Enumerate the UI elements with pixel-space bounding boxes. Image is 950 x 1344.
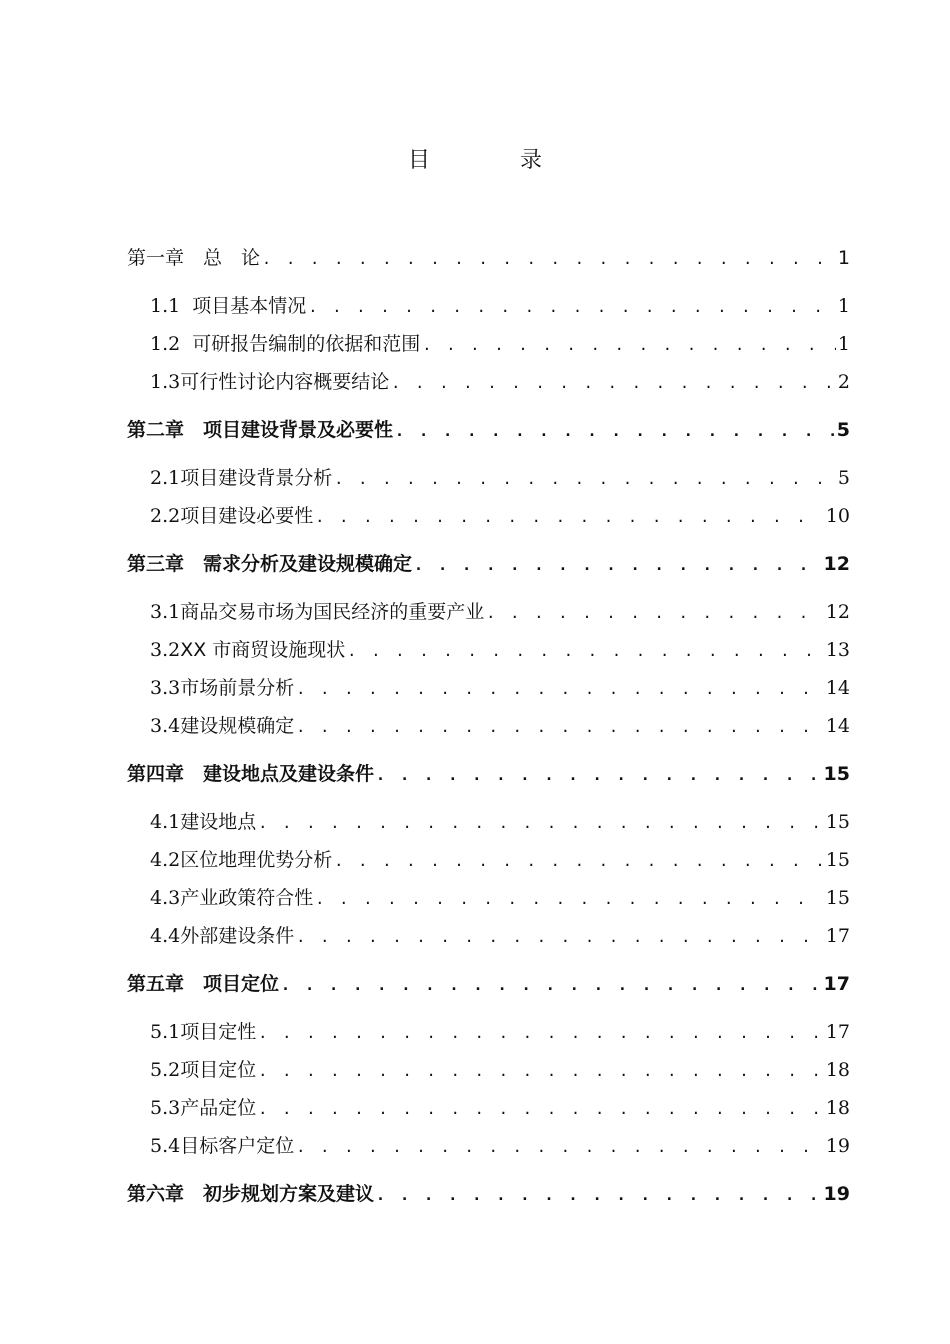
toc-page-number: 15 — [825, 811, 850, 833]
toc-entry-title: 项目基本情况 — [180, 295, 307, 317]
toc-chapter-entry[interactable] — [127, 549, 850, 579]
toc-page-number: 1 — [837, 295, 850, 317]
dot-leader — [258, 808, 824, 838]
dot-leader — [414, 550, 822, 580]
dot-leader — [296, 922, 824, 952]
toc-entry-title: 建设规模确定 — [180, 715, 295, 737]
toc-entry-number: 第六章 — [127, 1183, 185, 1205]
toc-page-number: 19 — [825, 1135, 850, 1157]
dot-leader — [395, 416, 835, 446]
toc-entry-title: XX 市商贸设施现状 — [180, 639, 346, 661]
toc-page-number: 13 — [825, 639, 850, 661]
toc-section-entry[interactable] — [150, 597, 850, 627]
toc-page-number: 15 — [823, 763, 850, 785]
toc-entry-number: 4.2 — [150, 849, 181, 871]
dot-leader — [486, 598, 824, 628]
toc-entry-title: 项目定位 — [184, 973, 280, 995]
toc-entry-title: 初步规划方案及建议 — [184, 1183, 375, 1205]
dot-leader — [334, 846, 824, 876]
toc-entry-number: 4.4 — [150, 925, 181, 947]
dot-leader — [391, 368, 836, 398]
toc-entry-title: 项目定位 — [180, 1059, 257, 1081]
toc-page-number: 1 — [837, 247, 850, 269]
dot-leader — [376, 1180, 822, 1210]
toc-entry-title: 建设地点 — [180, 811, 257, 833]
toc-entry-number: 3.4 — [150, 715, 181, 737]
toc-page-number: 19 — [823, 1183, 850, 1205]
toc-entry-number: 4.1 — [150, 811, 181, 833]
toc-entry-number: 1.2 — [150, 333, 181, 355]
toc-section-entry[interactable] — [150, 711, 850, 741]
toc-page-number: 15 — [825, 849, 850, 871]
toc-section-entry[interactable] — [150, 1131, 850, 1161]
toc-page-number: 5 — [836, 419, 850, 441]
toc-entry-number: 1.3 — [150, 371, 181, 393]
toc-entry-number: 3.2 — [150, 639, 181, 661]
toc-entry-number: 2.1 — [150, 467, 181, 489]
toc-entry-number: 第二章 — [127, 419, 185, 441]
toc-entry-title: 总 论 — [184, 247, 261, 269]
toc-page-number: 14 — [825, 677, 850, 699]
toc-chapter-entry[interactable] — [127, 415, 850, 445]
toc-page-number: 12 — [823, 553, 850, 575]
toc-entry-number: 3.1 — [150, 601, 181, 623]
toc-entry-title: 目标客户定位 — [180, 1135, 295, 1157]
toc-section-entry[interactable] — [150, 921, 850, 951]
toc-entry-number: 2.2 — [150, 505, 181, 527]
dot-leader — [258, 1018, 824, 1048]
toc-section-entry[interactable] — [150, 845, 850, 875]
dot-leader — [334, 464, 836, 494]
toc-section-entry[interactable] — [150, 807, 850, 837]
toc-entry-number: 5.3 — [150, 1097, 181, 1119]
dot-leader — [296, 712, 824, 742]
toc-page-number: 10 — [825, 505, 850, 527]
toc-page-number: 15 — [825, 887, 850, 909]
page-title: 目 录 — [407, 148, 576, 173]
toc-section-entry[interactable] — [150, 883, 850, 913]
dot-leader — [376, 760, 822, 790]
toc-entry-title: 可研报告编制的依据和范围 — [180, 333, 421, 355]
toc-section-entry[interactable] — [150, 291, 850, 321]
dot-leader — [347, 636, 824, 666]
toc-entry-title: 可行性讨论内容概要结论 — [180, 371, 390, 393]
toc-chapter-entry[interactable] — [127, 1179, 850, 1209]
dot-leader — [262, 244, 836, 274]
toc-entry-number: 5.4 — [150, 1135, 181, 1157]
toc-section-entry[interactable] — [150, 1055, 850, 1085]
toc-section-entry[interactable] — [150, 367, 850, 397]
toc-entry-title: 产品定位 — [180, 1097, 257, 1119]
toc-section-entry[interactable] — [150, 463, 850, 493]
toc-page-number: 17 — [823, 973, 850, 995]
dot-leader — [258, 1056, 824, 1086]
toc-entry-number: 第一章 — [127, 247, 185, 269]
toc-section-entry[interactable] — [150, 329, 850, 359]
toc-page-number: 5 — [837, 467, 850, 489]
toc-section-entry[interactable] — [150, 501, 850, 531]
toc-entry-title: 区位地理优势分析 — [180, 849, 333, 871]
toc-entry-number: 第五章 — [127, 973, 185, 995]
toc-page-number: 14 — [825, 715, 850, 737]
toc-entry-number: 4.3 — [150, 887, 181, 909]
toc-chapter-entry[interactable] — [127, 969, 850, 999]
toc-chapter-entry[interactable] — [127, 243, 850, 273]
toc-entry-number: 5.2 — [150, 1059, 181, 1081]
toc-entry-number: 5.1 — [150, 1021, 181, 1043]
toc-chapter-entry[interactable] — [127, 759, 850, 789]
toc-section-entry[interactable] — [150, 1017, 850, 1047]
toc-page-number: 17 — [825, 925, 850, 947]
toc-page-number: 1 — [837, 333, 850, 355]
toc-page-number: 18 — [825, 1059, 850, 1081]
toc-entry-title: 项目建设必要性 — [180, 505, 314, 527]
dot-leader — [315, 502, 824, 532]
toc-page-number: 2 — [837, 371, 850, 393]
toc-entry-title: 需求分析及建设规模确定 — [184, 553, 413, 575]
dot-leader — [281, 970, 822, 1000]
dot-leader — [422, 330, 836, 360]
toc-section-entry[interactable] — [150, 635, 850, 665]
toc-entry-number: 第四章 — [127, 763, 185, 785]
toc-section-entry[interactable] — [150, 1093, 850, 1123]
toc-entry-title: 项目建设背景及必要性 — [184, 419, 394, 441]
toc-entry-title: 项目定性 — [180, 1021, 257, 1043]
toc-entry-title: 市场前景分析 — [180, 677, 295, 699]
toc-entry-title: 产业政策符合性 — [180, 887, 314, 909]
toc-entry-title: 商品交易市场为国民经济的重要产业 — [180, 601, 485, 623]
dot-leader — [258, 1094, 824, 1124]
toc-section-entry[interactable] — [150, 673, 850, 703]
toc-entry-number: 3.3 — [150, 677, 181, 699]
dot-leader — [296, 1132, 824, 1162]
dot-leader — [296, 674, 824, 704]
toc-page-number: 18 — [825, 1097, 850, 1119]
toc-page-number: 17 — [825, 1021, 850, 1043]
toc-entry-title: 建设地点及建设条件 — [184, 763, 375, 785]
toc-entry-number: 第三章 — [127, 553, 185, 575]
toc-entry-number: 1.1 — [150, 295, 181, 317]
dot-leader — [308, 292, 836, 322]
toc-entry-title: 项目建设背景分析 — [180, 467, 333, 489]
toc-entry-title: 外部建设条件 — [180, 925, 295, 947]
toc-page-number: 12 — [825, 601, 850, 623]
dot-leader — [315, 884, 824, 914]
